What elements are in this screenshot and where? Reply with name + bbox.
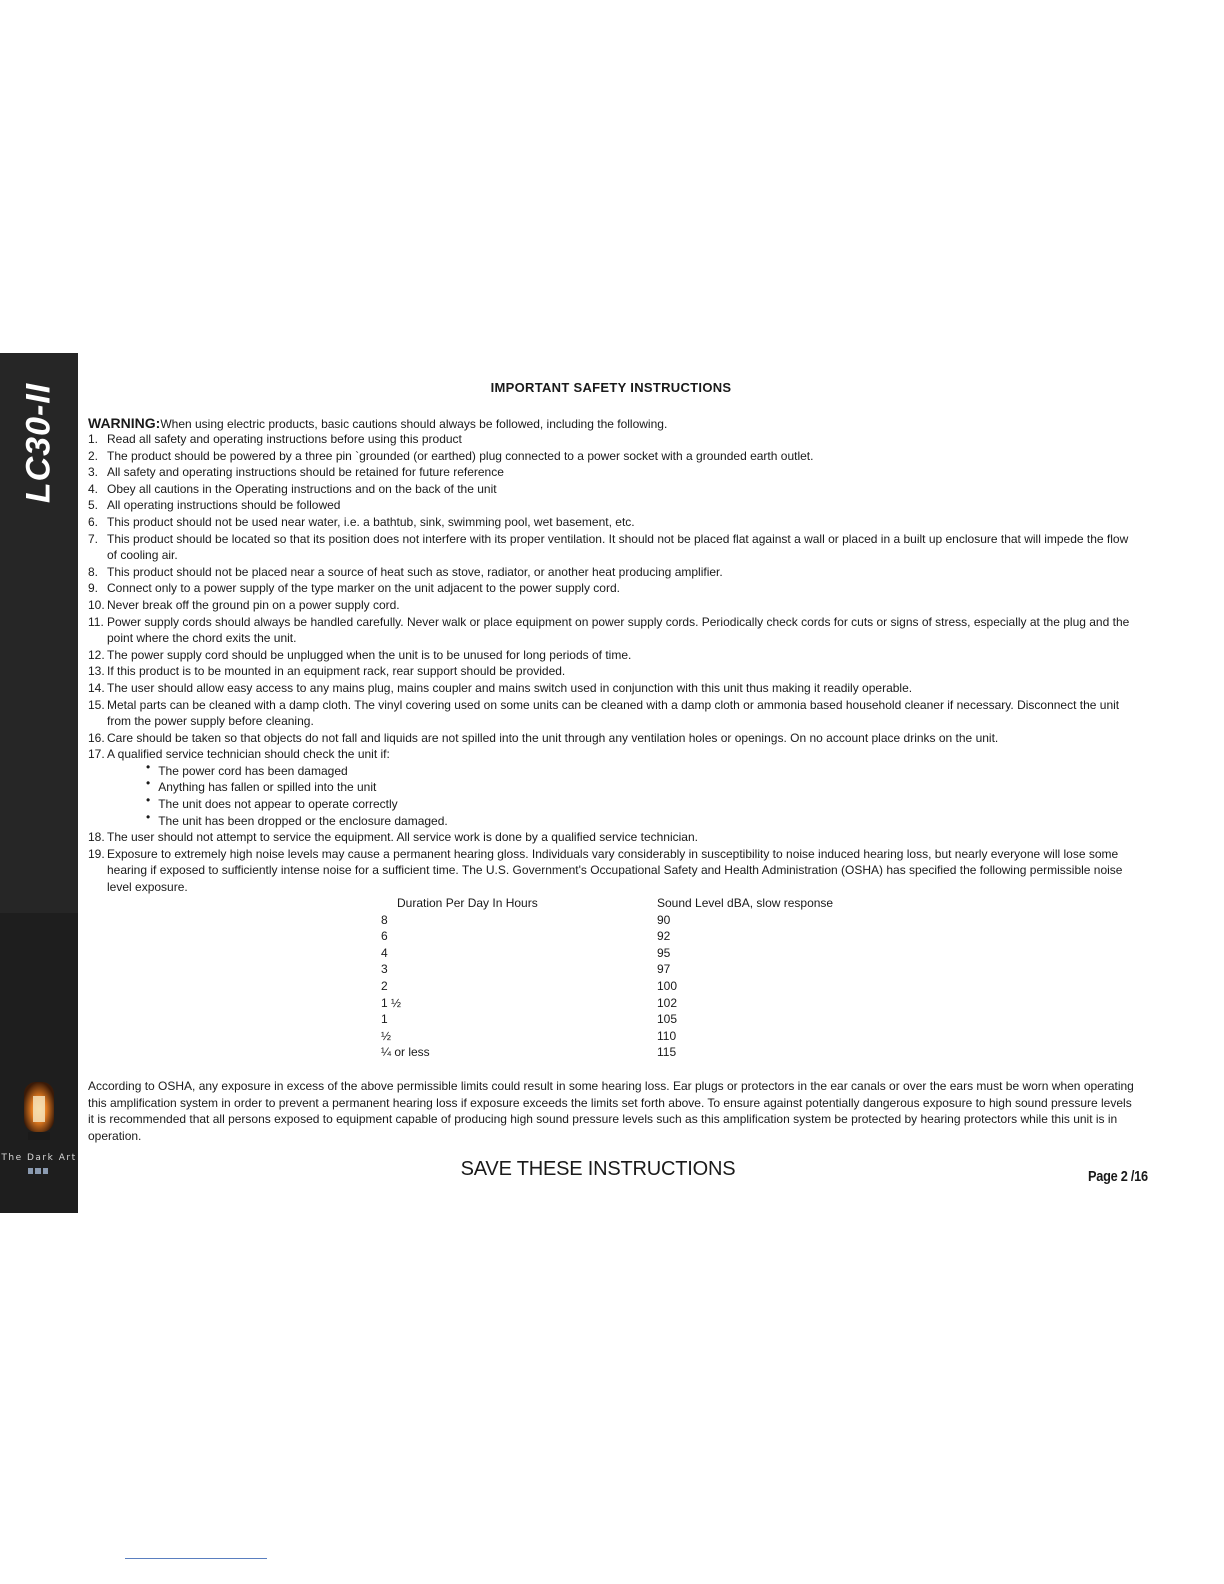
list-item: 3. All safety and operating instructions should be retained for future reference [88,465,504,480]
list-item: 15. Metal parts can be cleaned with a damp cloth. The vinyl covering used on some units can be cleaned with a damp cloth or ammonia based household cleaner if necessary. Disconnect the unit from the power supply before cleaning. [88,697,1120,729]
vacuum-tube-logo-icon [14,1078,64,1142]
table-row: ½ 110 [381,1028,677,1043]
list-item: 10. Never break off the ground pin on a power supply cord. [88,597,400,612]
tagline: The Dark Art [1,1153,77,1163]
list-item: 19. Exposure to extremely high noise levels may cause a permanent hearing gloss. Individuals vary considerably in susceptibility to noise induced hearing loss, but nearly everyone will lose some hearing if exposed to sufficiently intense noise for a sufficient time. The U.S. Government's Occupational Safety and Health Administration (OSHA) has specified the following permissible noise level exposure. [88,846,1123,895]
list-item: • Anything has fallen or spilled into the unit [160,779,1138,796]
warning-label: WARNING: [88,415,161,431]
table-row: ¼ or less 115 [381,1045,677,1060]
list-item: 11. Power supply cords should always be handled carefully. Never walk or place equipment on power supply cords. Periodically check cords for cuts or signs of stress, especially at the plug and the point where the chord exits the unit. [88,614,1130,646]
page-title: IMPORTANT SAFETY INSTRUCTIONS [490,380,732,395]
list-item: 7. This product should be located so that its position does not interfere with its proper ventilation. It should not be placed flat against a wall or placed in a built up enclosure that will impede the flow of cooling air. [88,531,1129,563]
column-header: Sound Level dBA, slow response [657,896,834,910]
list-item: 18. The user should not attempt to service the equipment. All service work is done by a qualified service technician. [88,830,698,845]
service-conditions-list [107,763,1138,829]
list-item: 6. This product should not be used near water, i.e. a bathtub, sink, swimming pool, wet basement, etc. [88,514,635,529]
list-item: 9. Connect only to a power supply of the type marker on the unit adjacent to the power supply cord. [88,581,620,596]
osha-closing-paragraph: According to OSHA, any exposure in excess of the above permissible limits could result in some hearing loss. Ear plugs or protectors in the ear canals or over the ears must be worn when operating this amplification system in order to prevent a permanent hearing loss if exposure exceeds the limits set forth above. To ensure against potentially dangerous exposure to high sound pressure levels it is recommended that all persons exposed to equipment capable of producing high sound pressure levels such as this amplification system be protected by hearing protectors while this unit is in operation. [88,1079,1134,1143]
page-number: Page 2 /16 [1088,1168,1148,1185]
save-instructions-heading: SAVE THESE INSTRUCTIONS [460,1158,736,1180]
model-title: LC30-II [19,382,58,504]
safety-rules-list [88,431,1138,896]
column-header: Duration Per Day In Hours [397,896,538,910]
list-item: 13. If this product is to be mounted in an equipment rack, rear support should be provided. [88,664,566,679]
list-item: 2. The product should be powered by a three pin `grounded (or earthed) plug connected to a power socket with a grounded earth outlet. [88,448,814,463]
list-item: 8. This product should not be placed near a source of heat such as stove, radiator, or another heat producing amplifier. [88,564,723,579]
table-row: 4 95 [381,945,671,960]
list-item: • The power cord has been damaged [160,763,1138,780]
list-item: • The unit does not appear to operate correctly [160,796,1138,813]
list-item: 4. Obey all cautions in the Operating instructions and on the back of the unit [88,481,497,496]
list-item: • The unit has been dropped or the enclosure damaged. [160,813,1138,830]
table-row: 1 ½ 102 [381,995,678,1010]
sidebar [0,353,78,1213]
warning-statement [88,415,1138,433]
list-item: 1. Read all safety and operating instructions before using this product [88,432,462,446]
table-header-row [372,895,833,912]
table-row: 3 97 [381,962,671,977]
warning-text: When using electric products, basic cautions should always be followed, including the following. [160,417,668,431]
list-item: 5. All operating instructions should be followed [88,498,341,513]
list-item: 12. The power supply cord should be unplugged when the unit is to be unused for long periods of time. [88,647,632,662]
list-item: 17. A qualified service technician should check the unit if: • The power cord has been damaged • Anything has fallen or spilled into the unit • The unit does not appear to operate correctly • The unit has been dropped or the enclosure damaged. [88,746,1138,829]
noise-exposure-table [372,895,833,1061]
list-item: 14. The user should allow easy access to any mains plug, mains coupler and mains switch used in conjunction with this unit thus making it readily operable. [88,680,913,695]
footer-divider [125,1558,267,1559]
list-item: 16. Care should be taken so that objects do not fall and liquids are not spilled into the unit through any ventilation holes or openings. On no account place drinks on the unit. [88,730,999,745]
table-row: 6 92 [381,929,671,944]
table-row: 8 90 [381,912,671,927]
table-row: 2 100 [381,978,678,993]
table-row: 1 105 [381,1012,678,1027]
brand-mark-icon [28,1168,48,1174]
